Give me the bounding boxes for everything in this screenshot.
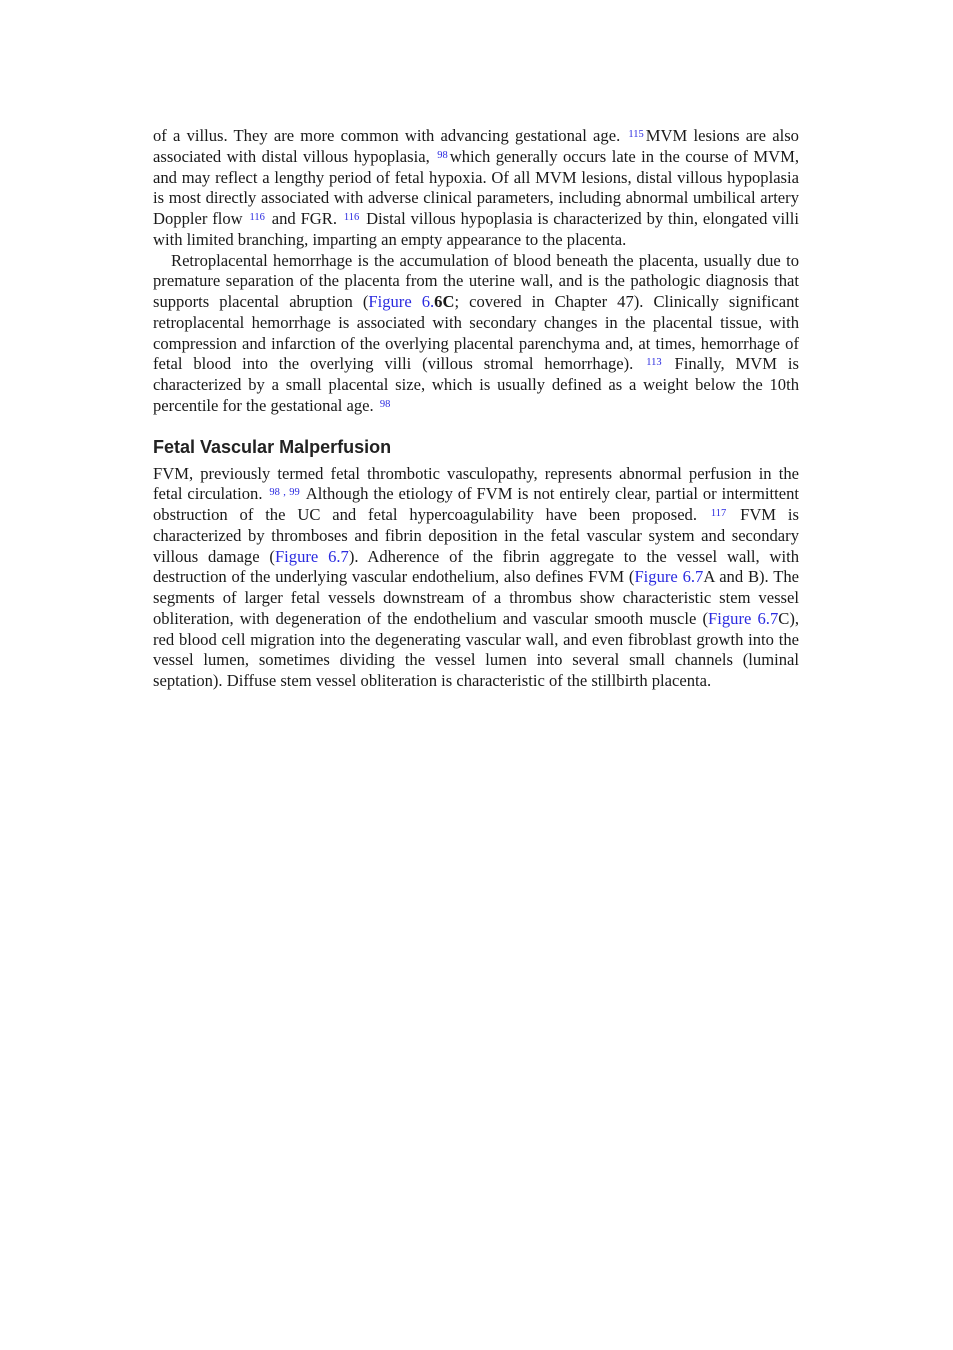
figure-link[interactable]: Figure 6.7 (708, 608, 779, 628)
paragraph-text: C), red blood cell migration into the degenerating vascular wall, and even fibroblast growth into the vessel lumen, sometimes dividing the vessel lumen into several small channels (luminal septation). Diffuse stem vessel obliteration is characteristic of the stillbirth placenta. (153, 608, 799, 690)
paragraph-text: Although the etiology of FVM is not entirely clear, partial or intermittent obstruction of the UC and fetal hypercoagulability have been proposed. (153, 484, 800, 524)
paragraph-text: of a villus. They are more common with advancing gestational age. (153, 126, 621, 145)
citation-link[interactable]: 116 (343, 212, 360, 223)
section-heading: Fetal Vascular Malperfusion (153, 436, 392, 457)
paragraph-text: Retroplacental hemorrhage is the accumulation of blood beneath the placenta, usually due to premature separation of the placenta from the uterine wall, and is the pathologic diagnosis that supports placental abruption ( (153, 250, 799, 311)
citation-link[interactable]: 98 (437, 149, 448, 161)
citation-link[interactable]: 98 (379, 398, 391, 410)
document-page (153, 126, 799, 692)
paragraph-text: ; covered in Chapter 47). Clinically significant retroplacental hemorrhage is associated with secondary changes in the placental tissue, with compression and infarction of the overlying placental parenchyma and, at times, hemorrhage of fetal blood into the overlying villi (villous stromal hemorrhage). (153, 292, 799, 374)
paragraph-mvm-lesions (153, 126, 799, 251)
citation-link[interactable]: 115 (628, 129, 644, 140)
paragraph-text: which generally occurs late in the course of MVM, and may reflect a lengthy period of fetal hypoxia. Of all MVM lesions, distal villous hypoplasia is most directly associated with adverse clinical parameters, including abnormal umbilical artery Doppler flow (153, 146, 799, 228)
paragraph-text: and FGR. (271, 209, 337, 228)
figure-link[interactable]: Figure 6.7 (634, 567, 704, 587)
figure-link[interactable]: Figure 6.7 (274, 546, 349, 566)
figure-link[interactable]: Figure 6. (368, 292, 435, 311)
paragraph-text: Finally, MVM is characterized by a small placental size, which is usually defined as a weight below the 10th percentile for the gestational age. (153, 354, 799, 415)
citation-link[interactable]: 117 (710, 508, 727, 519)
paragraph-fvm (153, 464, 799, 692)
paragraph-text: Distal villous hypoplasia is characterized by thin, elongated villi with limited branching, imparting an empty appearance to the placenta. (153, 209, 799, 249)
paragraph-text: FVM, previously termed fetal thrombotic vasculopathy, represents abnormal perfusion in the fetal circulation. (153, 463, 799, 504)
paragraph-text: FVM is characterized by thromboses and fibrin deposition in the fetal vascular system and secondary villous damage ( (153, 505, 799, 566)
paragraph-text: A and B). The segments of larger fetal vessels downstream of a thrombus show characteristic stem vessel obliteration, with degeneration of the endothelium and vascular smooth muscle ( (153, 567, 799, 628)
paragraph-text: ). Adherence of the fibrin aggregate to the vessel wall, with destruction of the underlying vascular endothelium, also defines FVM ( (153, 546, 799, 587)
paragraph-retroplacental-hemorrhage (153, 251, 799, 417)
citation-link[interactable]: 98 , 99 (269, 487, 300, 499)
citation-link[interactable]: 113 (646, 357, 662, 369)
citation-link[interactable]: 116 (249, 212, 265, 223)
figure-panel-label: 6C (434, 292, 455, 311)
paragraph-text: MVM lesions are also associated with distal villous hypoplasia, (153, 126, 799, 166)
